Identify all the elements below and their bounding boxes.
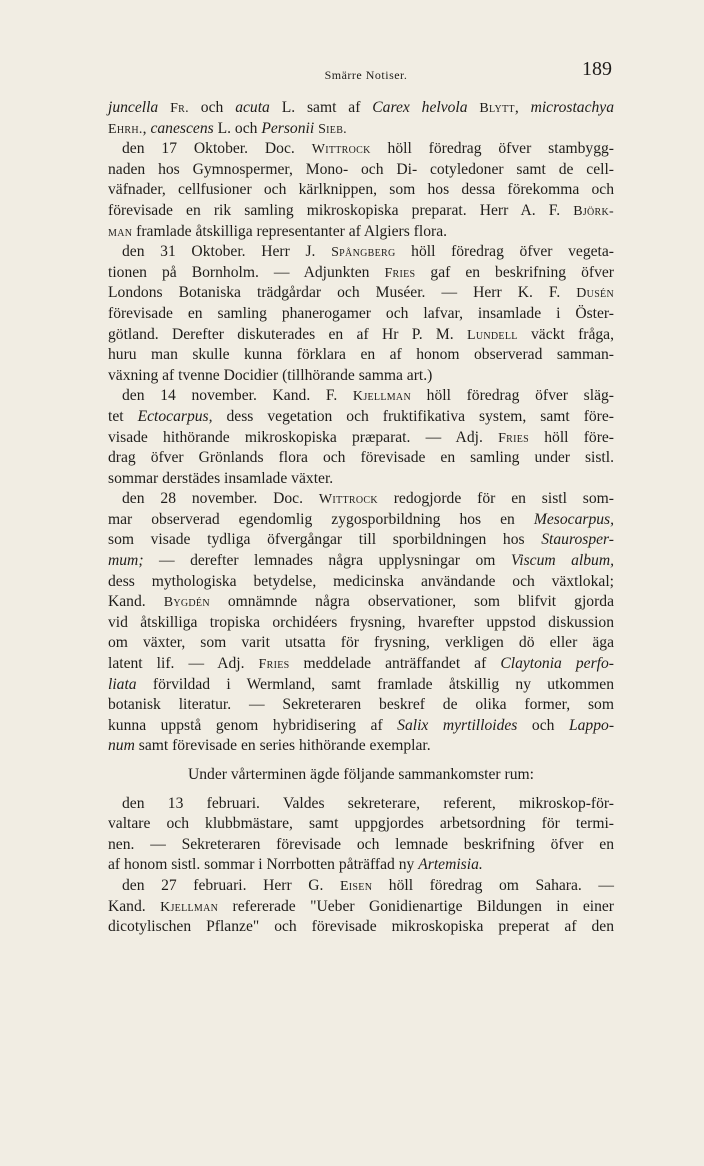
text-run: — derefter lemnades några upplysningar om	[143, 552, 511, 570]
text-line	[108, 633, 614, 654]
small-caps-run: Fr.	[170, 101, 189, 116]
text-line	[108, 283, 614, 304]
text-run: Kand.	[108, 593, 164, 611]
text-line	[108, 695, 614, 716]
text-run: af honom sistl. sommar i Norrbotten påträffad ny	[108, 856, 419, 874]
text-run: dicotylischen Pflanze" och förevisade mikroskopiska preperat af den	[108, 918, 614, 936]
italic-run: Artemisia.	[418, 856, 483, 874]
text-run: Under vårterminen ägde följande sammankomster rum:	[188, 766, 534, 783]
text-line	[108, 180, 614, 201]
text-run: höll föredrag öfver stambygg-	[370, 140, 614, 158]
text-line	[108, 469, 614, 490]
text-run: den 31 Oktober. Herr J.	[122, 243, 332, 261]
text-line	[108, 654, 614, 675]
italic-run: Mesocarpus,	[533, 510, 614, 528]
text-line	[108, 876, 614, 897]
small-caps-run: Fries	[258, 657, 290, 673]
text-line	[108, 98, 614, 119]
small-caps-run: Fries	[498, 430, 530, 446]
italic-run: canescens	[150, 119, 214, 137]
italic-run: Claytonia perfo-	[500, 655, 614, 673]
text-line	[108, 530, 614, 551]
text-run	[158, 99, 170, 116]
text-run: Kand.	[108, 897, 161, 915]
text-run: L. och	[213, 119, 262, 137]
text-run: mar observerad egendomlig zygosporbildning hos en	[108, 510, 534, 528]
small-caps-run: Bygdén	[163, 595, 210, 611]
text-run: den 17 Oktober. Doc.	[122, 140, 312, 158]
text-run: och	[517, 716, 569, 734]
text-line	[108, 160, 614, 181]
text-run: ,	[514, 99, 531, 116]
italic-run: Personii	[261, 119, 315, 137]
text-line	[108, 489, 614, 510]
text-run	[468, 99, 480, 116]
text-run: framlade åtskilliga representanter af Algiers flora.	[132, 222, 448, 240]
page-header	[120, 58, 612, 88]
text-run: höll före-	[529, 428, 614, 446]
text-run: refererade "Ueber Gonidienartige Bildungen in einer	[218, 897, 614, 915]
text-run: den 27 februari. Herr G.	[122, 876, 340, 894]
text-run: redogjorde för en sistl som-	[377, 490, 614, 508]
small-caps-run: Björk-	[573, 203, 614, 219]
text-line	[108, 716, 614, 737]
text-line	[108, 736, 614, 757]
text-line	[108, 835, 614, 856]
text-line	[108, 119, 614, 140]
small-caps-run: Fries	[384, 265, 416, 281]
small-caps-run: Lundell	[467, 327, 518, 343]
text-line	[108, 855, 614, 876]
text-line	[108, 325, 614, 346]
text-run: latent lif. — Adj.	[108, 655, 259, 673]
text-run: dess mythologiska betydelse, medicinska användande och växtlokal;	[108, 572, 614, 590]
small-caps-run: Wittrock	[311, 142, 371, 158]
text-run: den 28 november. Doc.	[122, 490, 319, 508]
text-line	[108, 222, 614, 243]
italic-run: Carex helvola	[372, 99, 468, 116]
italic-run: liata	[108, 675, 137, 693]
text-line	[108, 428, 614, 449]
text-line	[108, 242, 614, 263]
text-run: dess vegetation och fruktifikativa system, samt före-	[212, 407, 614, 425]
text-run: växning af tvenne Docidier (tillhörande samma art.)	[108, 366, 433, 384]
page-number: 189	[582, 58, 612, 80]
small-caps-run: Wittrock	[318, 492, 378, 508]
text-line	[108, 304, 614, 325]
text-run: tionen på Bornholm. — Adjunkten	[108, 263, 385, 281]
text-run: kunna uppstå genom hybridisering af	[108, 716, 398, 734]
text-line	[108, 675, 614, 696]
text-run: samt förevisade en series hithörande exemplar.	[134, 737, 431, 755]
text-run: drag öfver Grönlands flora och förevisade en samling under sistl.	[108, 449, 614, 467]
italic-run: mum;	[108, 552, 144, 570]
text-run: naden hos Gymnospermer, Mono- och Di- cotyledoner samt de cell-	[108, 160, 614, 178]
text-run: huru man skulle kunna förklara en af honom observerad samman-	[108, 346, 614, 364]
text-line	[108, 386, 614, 407]
text-line	[108, 592, 614, 613]
text-run: den 13 februari. Valdes sekreterare, referent, mikroskop-för-	[122, 794, 614, 812]
text-line	[108, 263, 614, 284]
text-run: förvildad i Wermland, samt framlade åtskillig ny utkommen	[136, 675, 614, 693]
text-line	[108, 345, 614, 366]
text-run: höll föredrag öfver släg-	[410, 387, 614, 405]
text-line	[108, 551, 614, 572]
text-run: visade hithörande mikroskopiska præparat. — Adj.	[108, 428, 499, 446]
small-caps-run: Ehrh.	[108, 121, 143, 137]
italic-run: Lappo-	[568, 716, 615, 734]
text-run: nen. — Sekreteraren förevisade och lemnade beskrifning öfver en	[108, 835, 614, 853]
text-run: som visade tydliga öfvergångar till sporbildningen hos	[108, 531, 542, 549]
text-line	[108, 510, 614, 531]
small-caps-run: Sieb.	[318, 121, 347, 137]
text-run: förevisade en rik samling mikroskopiska preparat. Herr A. F.	[108, 201, 574, 219]
text-run: ,	[142, 119, 151, 137]
small-caps-run: Eisen	[339, 878, 373, 894]
text-run: meddelade anträffandet af	[289, 655, 501, 673]
italic-run: microstachya	[530, 99, 615, 116]
small-caps-run: Kjellman	[352, 389, 411, 405]
text-run: den 14 november. Kand. F.	[122, 387, 353, 405]
text-run: väfnader, cellfusioner och kärlknippen, som hos dessa förekomma och	[108, 181, 614, 199]
text-run: sommar derstädes insamlade växter.	[108, 469, 334, 487]
section-intro	[108, 765, 614, 786]
section-gap	[108, 757, 614, 765]
italic-run: Staurosper-	[541, 531, 614, 549]
italic-run: num	[108, 737, 135, 755]
small-caps-run: Dusén	[576, 286, 614, 302]
text-run: L. samt af	[269, 99, 373, 116]
text-run: omnämnde några observationer, som blifvit gjorda	[209, 593, 614, 611]
body-text	[108, 98, 614, 938]
text-line	[108, 814, 614, 835]
text-run: väckt fråga,	[517, 325, 614, 343]
text-run: om växter, som varit utsatta för frysning, verkligen dö eller äga	[108, 634, 614, 652]
small-caps-run: man	[108, 224, 133, 240]
text-run: Londons Botaniska trädgårdar och Muséer. — Herr K. F.	[108, 284, 577, 302]
text-run: och	[188, 99, 236, 116]
italic-run: acuta	[235, 99, 270, 116]
small-caps-run: Blytt	[479, 101, 515, 116]
text-line	[108, 201, 614, 222]
text-line	[108, 407, 614, 428]
italic-run: Viscum album,	[510, 552, 614, 570]
text-run: höll föredrag om Sahara. —	[372, 876, 614, 894]
text-run: tet	[108, 407, 138, 425]
text-run: botanisk literatur. — Sekreteraren beskref de olika former, som	[108, 696, 614, 714]
text-line	[108, 139, 614, 160]
small-caps-run: Kjellman	[160, 899, 219, 915]
italic-run: Salix myrtilloides	[397, 716, 518, 734]
running-title: Smärre Notiser.	[324, 68, 408, 82]
text-line	[108, 448, 614, 469]
small-caps-run: Spångberg	[331, 245, 396, 261]
text-line	[108, 917, 614, 938]
text-run: vid åtskilliga tropiska orchidéers frysning, hvarefter uppstod diskussion	[108, 613, 614, 631]
text-run: gaf en beskrifning öfver	[415, 263, 614, 281]
text-run: höll föredrag öfver vegeta-	[395, 243, 614, 261]
text-line	[108, 794, 614, 815]
text-line	[108, 897, 614, 918]
text-run: götland. Derefter diskuterades en af Hr P. M.	[108, 325, 467, 343]
text-line	[108, 572, 614, 593]
text-line	[108, 366, 614, 387]
text-run: valtare och klubbmästare, samt uppgjordes arbetsordning för termi-	[108, 815, 614, 833]
text-run: förevisade en samling phanerogamer och lafvar, insamlade i Öster-	[108, 304, 614, 322]
section-gap	[108, 786, 614, 794]
italic-run: Ectocarpus,	[137, 407, 213, 425]
text-line	[108, 613, 614, 634]
italic-run: juncella	[108, 99, 159, 116]
